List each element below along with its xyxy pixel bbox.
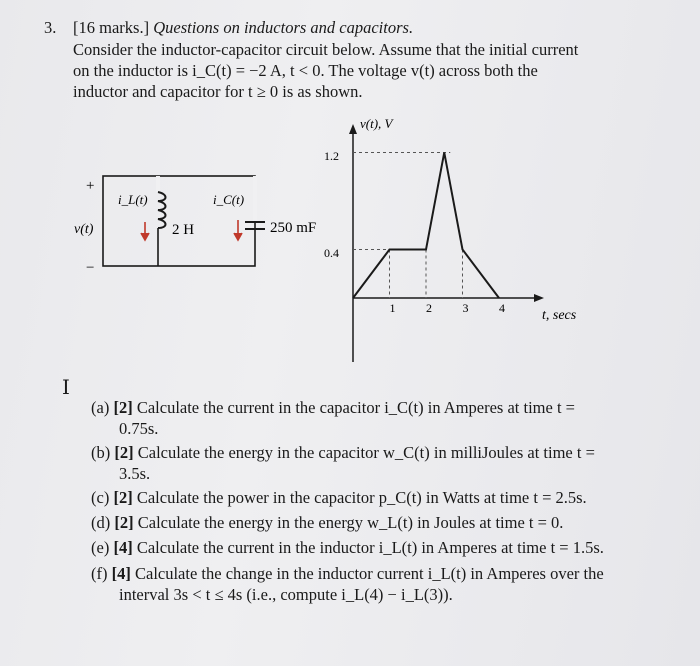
inductance-label: 2 H bbox=[172, 222, 195, 238]
capacitance-label: 250 mF bbox=[270, 220, 317, 236]
part-c: (c) [2] Calculate the power in the capacitor p_C(t) in Watts at time t = 2.5s. bbox=[91, 488, 587, 507]
question-marks: [16 marks.] bbox=[73, 18, 150, 37]
plus-sign: + bbox=[86, 178, 95, 194]
intro-line-2: on the inductor is i_C(t) = −2 A, t < 0. The voltage v(t) across both the bbox=[73, 61, 538, 80]
question-topic: Questions on inductors and capacitors. bbox=[153, 18, 414, 37]
x-axis-arrow bbox=[534, 294, 544, 302]
part-d: (d) [2] Calculate the energy in the energy w_L(t) in Joules at time t = 0. bbox=[91, 513, 564, 532]
y-tick-label: 0.4 bbox=[324, 246, 339, 260]
inductor-current-label: i_L(t) bbox=[118, 192, 148, 207]
text-cursor-icon: I bbox=[62, 375, 70, 399]
capacitor-current-label: i_C(t) bbox=[213, 192, 245, 207]
part-a: (a) [2] Calculate the current in the capacitor i_C(t) in Amperes at time t = bbox=[91, 398, 575, 417]
x-tick-label: 1 bbox=[389, 301, 396, 315]
voltage-chart bbox=[324, 116, 577, 362]
part-f-cont: interval 3s < t ≤ 4s (i.e., compute i_L(4) − i_L(3)). bbox=[119, 585, 453, 604]
x-tick-label: 4 bbox=[499, 301, 505, 315]
y-tick-label: 1.2 bbox=[324, 149, 339, 163]
question-number: 3. bbox=[44, 18, 57, 37]
part-a-cont: 0.75s. bbox=[119, 419, 159, 438]
part-b-cont: 3.5s. bbox=[119, 464, 151, 483]
part-f: (f) [4] Calculate the change in the inductor current i_L(t) in Amperes over the bbox=[91, 564, 604, 583]
minus-sign: − bbox=[86, 260, 95, 276]
part-e: (e) [4] Calculate the current in the inductor i_L(t) in Amperes at time t = 1.5s. bbox=[91, 538, 604, 557]
voltage-label: v(t) bbox=[74, 222, 94, 237]
x-axis-label: t, secs bbox=[542, 308, 577, 323]
intro-line-3: inductor and capacitor for t ≥ 0 is as shown. bbox=[73, 82, 363, 101]
intro-line-1: Consider the inductor-capacitor circuit below. Assume that the initial current bbox=[73, 40, 579, 59]
part-b: (b) [2] Calculate the energy in the capacitor w_C(t) in milliJoules at time t = bbox=[91, 443, 595, 462]
inductor-symbol bbox=[158, 176, 166, 266]
circuit-frame bbox=[103, 176, 255, 266]
circuit-diagram bbox=[103, 176, 265, 266]
y-axis-label: v(t), V bbox=[360, 116, 393, 131]
x-tick-label: 3 bbox=[462, 301, 469, 315]
x-tick-label: 2 bbox=[426, 301, 432, 315]
capacitor-symbol bbox=[245, 176, 265, 229]
y-axis-arrow bbox=[349, 124, 357, 134]
